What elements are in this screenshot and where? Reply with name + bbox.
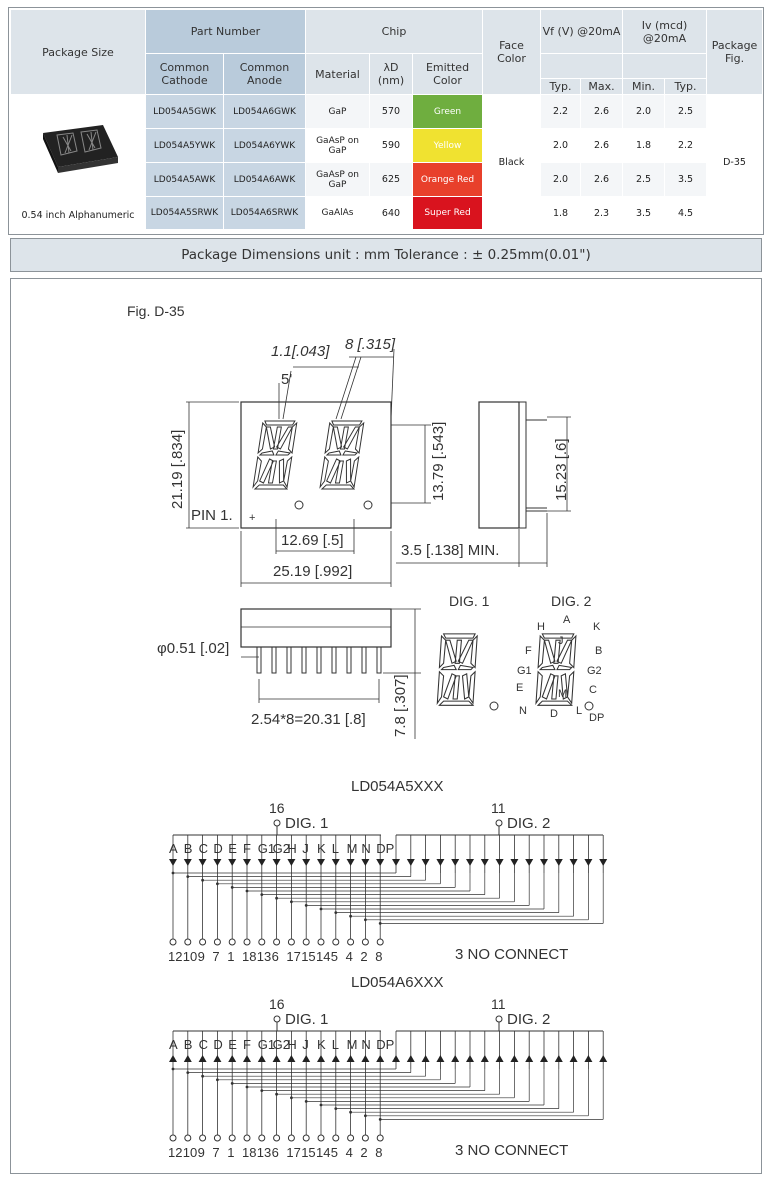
dim-5deg: 5' <box>281 371 293 388</box>
seg-label-h: H <box>537 621 545 633</box>
part-cathode: LD054A5GWK <box>146 95 224 129</box>
iv-min: 3.5 <box>623 197 665 230</box>
package-image-cell <box>11 95 146 230</box>
seg-label: D <box>213 1037 223 1052</box>
drawing-svg <box>11 279 761 1173</box>
pin-number: 17 <box>286 1145 301 1160</box>
seg-label-e: E <box>516 682 524 694</box>
schematic-title: LD054A6XXX <box>351 974 444 991</box>
seg-label: E <box>228 1037 237 1052</box>
seg-label: H <box>287 1037 297 1052</box>
pin-number: 6 <box>271 1145 279 1160</box>
dimension-drawing <box>10 278 762 1174</box>
seg-label: B <box>183 841 193 856</box>
seg-label: G2 <box>272 1037 290 1052</box>
col-common-anode: Common Anode <box>224 54 306 95</box>
seg-label: N <box>361 1037 371 1052</box>
pin-number: 6 <box>271 949 279 964</box>
seg-label-l: L <box>576 705 583 717</box>
seg-label: A <box>169 1037 178 1052</box>
iv-min: 2.0 <box>623 95 665 129</box>
col-part-number: Part Number <box>146 10 306 54</box>
col-common-cathode: Common Cathode <box>146 54 224 95</box>
vf-typ: 2.2 <box>541 95 581 129</box>
dim-angle-top: 1.1[.043] <box>271 343 330 360</box>
col-iv-typ: Typ. <box>665 79 707 95</box>
pin-number: 8 <box>375 1145 383 1160</box>
seg-label: K <box>317 841 326 856</box>
pin-number: 9 <box>197 1145 205 1160</box>
pin-number: 1 <box>227 949 235 964</box>
pin-number: 14 <box>316 1145 331 1160</box>
schematic-common-cathode <box>168 778 607 964</box>
sch-dig2-label: DIG. 2 <box>507 815 551 832</box>
dim-side-height: 15.23 [.6] <box>553 438 570 501</box>
package-fig-value: D-35 <box>707 95 763 230</box>
col-chip: Chip <box>306 10 483 54</box>
seg-label-b: B <box>595 645 603 657</box>
pin-number: 9 <box>197 949 205 964</box>
seg-label-m: M <box>558 688 568 700</box>
iv-typ: 4.5 <box>665 197 707 230</box>
vf-max: 2.6 <box>581 129 623 163</box>
pin-number: 2 <box>360 1145 368 1160</box>
dim-8: 8 [.315] <box>345 336 396 353</box>
seg-label-d: D <box>550 708 558 720</box>
schematic-title: LD054A5XXX <box>351 778 444 795</box>
seg-label-j: J <box>558 635 564 647</box>
seg-label: DP <box>376 1037 395 1052</box>
pin-number: 5 <box>330 1145 339 1160</box>
iv-min: 2.5 <box>623 163 665 197</box>
seg-label: G2 <box>272 841 290 856</box>
pin-number: 10 <box>182 949 198 964</box>
iv-typ: 2.2 <box>665 129 707 163</box>
chip-material: GaAlAs <box>306 197 370 230</box>
dim-25-19: 25.19 [.992] <box>273 563 353 580</box>
no-connect-note: 3 NO CONNECT <box>455 1142 569 1159</box>
pin-number: 2 <box>360 949 368 964</box>
part-anode: LD054A6GWK <box>224 95 306 129</box>
col-vf: Vf (V) @20mA <box>541 10 623 54</box>
dim-3-5: 3.5 [.138] MIN. <box>401 542 500 559</box>
seg-label: J <box>302 841 309 856</box>
seg-label: C <box>198 1037 208 1052</box>
seg-label: M <box>346 841 358 856</box>
spec-table <box>10 9 763 230</box>
emitted-color-swatch: Green <box>413 95 483 129</box>
seg-label-g1: G1 <box>517 665 532 677</box>
seg-label: L <box>331 841 340 856</box>
vf-typ: 2.0 <box>541 163 581 197</box>
pin-number: 18 <box>242 1145 257 1160</box>
seg-label: H <box>287 841 297 856</box>
emitted-color-swatch: Orange Red <box>413 163 483 197</box>
seg-label-f: F <box>525 645 532 657</box>
seg-label: L <box>331 1037 340 1052</box>
seg-label: D <box>213 841 223 856</box>
seg-label: F <box>243 1037 251 1052</box>
seg-label: J <box>302 1037 309 1052</box>
pin-number: 12 <box>168 949 183 964</box>
package-photo <box>33 105 123 185</box>
dim-pitch: 2.54*8=20.31 [.8] <box>251 711 366 728</box>
pin-number: 17 <box>286 949 301 964</box>
pin-number: 18 <box>242 949 257 964</box>
seg-label-dp: DP <box>589 712 605 724</box>
pin-number: 4 <box>345 949 353 964</box>
chip-wavelength: 625 <box>370 163 413 197</box>
seg-label: G1 <box>257 1037 276 1052</box>
vf-max: 2.6 <box>581 163 623 197</box>
side-view <box>396 402 571 567</box>
dim-12-69: 12.69 [.5] <box>281 532 344 549</box>
chip-material: GaAsP on GaP <box>306 163 370 197</box>
dim-pin-diameter: φ0.51 [.02] <box>157 640 230 657</box>
dim-7-8: 7.8 [.307] <box>392 674 409 737</box>
chip-wavelength: 590 <box>370 129 413 163</box>
chip-material: GaAsP on GaP <box>306 129 370 163</box>
pin-number: 13 <box>256 949 272 964</box>
col-wavelength: λD (nm) <box>370 54 413 95</box>
col-package-fig: Package Fig. <box>707 10 763 95</box>
emitted-color-swatch: Super Red <box>413 197 483 230</box>
seg-label: C <box>198 841 208 856</box>
seg-label: G1 <box>257 841 276 856</box>
pin11-label: 11 <box>491 800 506 816</box>
seg-label-k: K <box>593 621 601 633</box>
col-material: Material <box>306 54 370 95</box>
chip-wavelength: 570 <box>370 95 413 129</box>
dig1-label: DIG. 1 <box>449 593 490 609</box>
part-anode: LD054A6AWK <box>224 163 306 197</box>
pin1-label: PIN 1. <box>191 507 233 524</box>
part-cathode: LD054A5SRWK <box>146 197 224 230</box>
seg-label-c: C <box>589 684 597 696</box>
dim-height: 21.19 [.834] <box>169 429 186 509</box>
col-iv: Iv (mcd) @20mA <box>623 10 707 54</box>
pin-number: 5 <box>330 949 339 964</box>
part-anode: LD054A6YWK <box>224 129 306 163</box>
pin-number: 7 <box>212 1145 220 1160</box>
col-package-size: Package Size <box>11 10 146 95</box>
sch-dig1-label: DIG. 1 <box>285 1011 329 1028</box>
seg-label: F <box>243 841 251 856</box>
dim-char-height: 13.79 [.543] <box>430 421 447 501</box>
seg-label: B <box>183 1037 193 1052</box>
pin-number: 15 <box>301 1145 316 1160</box>
chip-wavelength: 640 <box>370 197 413 230</box>
bottom-view <box>157 609 421 739</box>
pin-number: 15 <box>301 949 316 964</box>
part-anode: LD054A6SRWK <box>224 197 306 230</box>
vf-typ: 1.8 <box>541 197 581 230</box>
pin16-label: 16 <box>269 996 285 1012</box>
fig-label: Fig. D-35 <box>127 303 185 319</box>
vf-max: 2.6 <box>581 95 623 129</box>
svg-text:+: + <box>249 512 256 524</box>
seg-label: N <box>361 841 371 856</box>
iv-typ: 2.5 <box>665 95 707 129</box>
col-vf-typ: Typ. <box>541 79 581 95</box>
sch-dig2-label: DIG. 2 <box>507 1011 551 1028</box>
iv-min: 1.8 <box>623 129 665 163</box>
col-vf-max: Max. <box>581 79 623 95</box>
dig2-label: DIG. 2 <box>551 593 592 609</box>
pin-number: 13 <box>256 1145 272 1160</box>
package-size-label: 0.54 inch Alphanumeric <box>21 210 135 221</box>
pin-number: 14 <box>316 949 331 964</box>
vf-max: 2.3 <box>581 197 623 230</box>
seg-label-a: A <box>563 614 571 626</box>
seg-label: M <box>346 1037 358 1052</box>
pin-number: 7 <box>212 949 220 964</box>
schematic-common-anode <box>168 974 607 1160</box>
seg-label: A <box>169 841 178 856</box>
sch-dig1-label: DIG. 1 <box>285 815 329 832</box>
pin-number: 1 <box>227 1145 235 1160</box>
pin16-label: 16 <box>269 800 285 816</box>
digit-diagrams <box>437 593 604 724</box>
seg-label: K <box>317 1037 326 1052</box>
vf-typ: 2.0 <box>541 129 581 163</box>
part-cathode: LD054A5YWK <box>146 129 224 163</box>
no-connect-note: 3 NO CONNECT <box>455 946 569 963</box>
seg-label: DP <box>376 841 395 856</box>
pin11-label: 11 <box>491 996 506 1012</box>
chip-material: GaP <box>306 95 370 129</box>
seg-label-n: N <box>519 705 527 717</box>
pin-number: 10 <box>182 1145 198 1160</box>
col-emitted-color: Emitted Color <box>413 54 483 95</box>
pin-number: 12 <box>168 1145 183 1160</box>
seg-label-g2: G2 <box>587 665 602 677</box>
col-face-color: Face Color <box>483 10 541 95</box>
emitted-color-swatch: Yellow <box>413 129 483 163</box>
package-dimensions-bar: Package Dimensions unit : mm Tolerance : ± 0.25mm(0.01") <box>10 238 762 272</box>
part-cathode: LD054A5AWK <box>146 163 224 197</box>
face-color-value: Black <box>483 95 541 230</box>
pin-number: 4 <box>345 1145 353 1160</box>
col-iv-min: Min. <box>623 79 665 95</box>
pin-number: 8 <box>375 949 383 964</box>
seg-label: E <box>228 841 237 856</box>
iv-typ: 3.5 <box>665 163 707 197</box>
